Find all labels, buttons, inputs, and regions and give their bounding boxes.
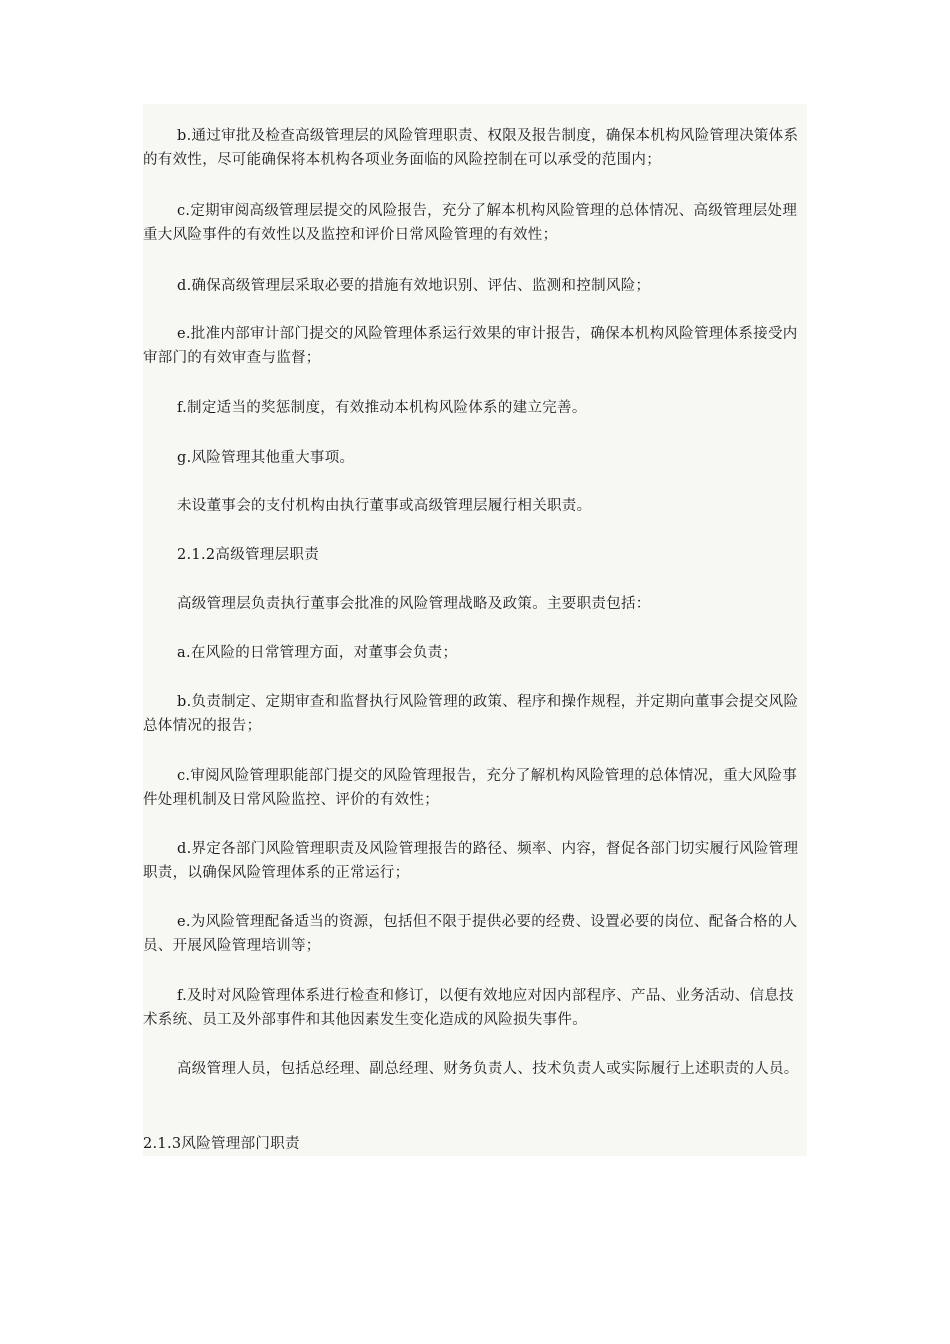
paragraph-board-duty-e: e.批准内部审计部门提交的风险管理体系运行效果的审计报告，确保本机构风险管理体系接受内审部门的有效审查与监督；	[143, 326, 798, 366]
section-heading-2-1-2: 2.1.2高级管理层职责	[177, 547, 319, 563]
paragraph-senior-duty-e: e.为风险管理配备适当的资源，包括但不限于提供必要的经费、设置必要的岗位、配备合格的人员、开展风险管理培训等；	[143, 914, 798, 954]
paragraph-senior-duty-b: b.负责制定、定期审查和监督执行风险管理的政策、程序和操作规程，并定期向董事会提交风险总体情况的报告；	[143, 694, 799, 734]
paragraph-board-duty-g: g.风险管理其他重大事项。	[177, 450, 355, 466]
paragraph-board-duty-d: d.确保高级管理层采取必要的措施有效地识别、评估、监测和控制风险；	[177, 278, 651, 294]
paragraph-senior-management-intro: 高级管理层负责执行董事会批准的风险管理战略及政策。主要职责包括：	[177, 596, 651, 612]
paragraph-board-duty-c: c.定期审阅高级管理层提交的风险报告，充分了解本机构风险管理的总体情况、高级管理层处理重大风险事件的有效性以及监控和评价日常风险管理的有效性；	[143, 203, 798, 243]
paragraph-board-duty-b: b.通过审批及检查高级管理层的风险管理职责、权限及报告制度，确保本机构风险管理决策体系的有效性，尽可能确保将本机构各项业务面临的风险控制在可以承受的范围内；	[143, 128, 799, 168]
paragraph-senior-duty-f: f.及时对风险管理体系进行检查和修订，以便有效地应对因内部程序、产品、业务活动、信息技术系统、员工及外部事件和其他因素发生变化造成的风险损失事件。	[143, 988, 794, 1028]
paragraph-no-board-note: 未设董事会的支付机构由执行董事或高级管理层履行相关职责。	[177, 498, 592, 514]
section-heading-2-1-3: 2.1.3风险管理部门职责	[143, 1136, 300, 1152]
paragraph-senior-duty-a: a.在风险的日常管理方面，对董事会负责；	[177, 645, 458, 661]
paragraph-board-duty-f: f.制定适当的奖惩制度，有效推动本机构风险体系的建立完善。	[177, 400, 587, 416]
paragraph-senior-duty-c: c.审阅风险管理职能部门提交的风险管理报告，充分了解机构风险管理的总体情况，重大风险事件处理机制及日常风险监控、评价的有效性；	[143, 768, 798, 808]
paragraph-senior-staff-definition: 高级管理人员，包括总经理、副总经理、财务负责人、技术负责人或实际履行上述职责的人员。	[177, 1061, 799, 1077]
paragraph-senior-duty-d: d.界定各部门风险管理职责及风险管理报告的路径、频率、内容，督促各部门切实履行风险管理职责，以确保风险管理体系的正常运行；	[143, 841, 799, 881]
